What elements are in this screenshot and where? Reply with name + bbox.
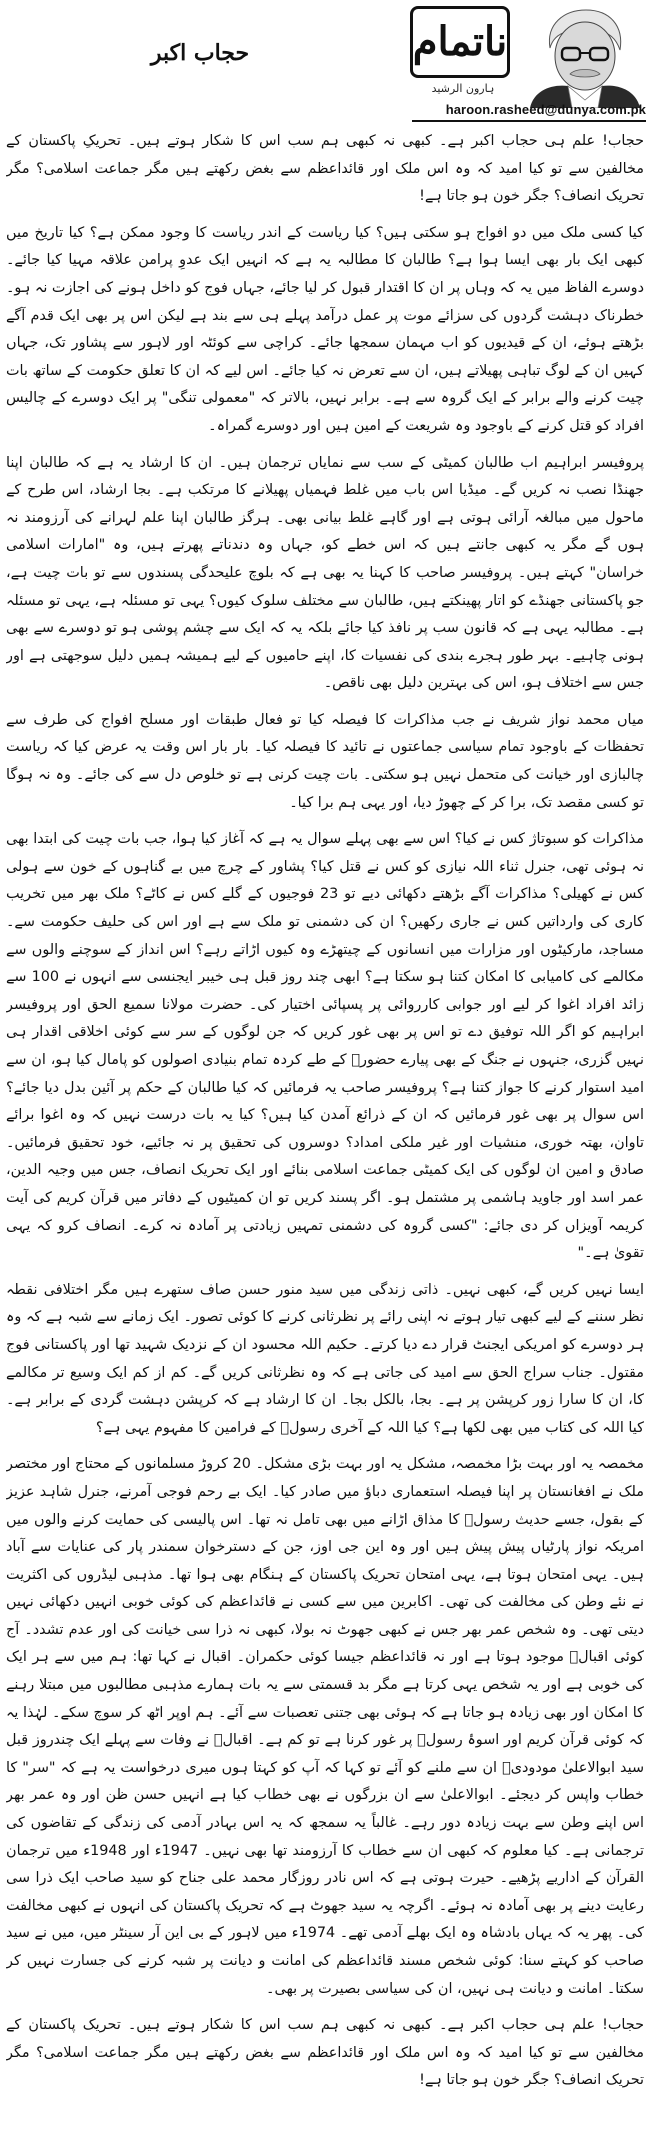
header-divider bbox=[412, 120, 646, 122]
column-headline: حجاب اکبر bbox=[150, 40, 250, 66]
paragraph-8: حجاب! علم ہی حجاب اکبر ہے۔ کبھی نہ کبھی ہم سب اس کا شکار ہوتے ہیں۔ تحریک پاکستان کے مخالفین سے تو کیا امید کہ وہ اس ملک اور قائداعظم سے بغض رکھتے ہیں مگر جماعت اسلامی؟ مگر تحریک انصاف؟ جگر خون ہو جاتا ہے! bbox=[6, 2017, 644, 2089]
column-body bbox=[6, 128, 644, 2140]
paragraph-7: مخمصہ یہ اور بہت بڑا مخمصہ، مشکل یہ اور بہت بڑی مشکل۔ 20 کروڑ مسلمانوں کے محتاج اور مختصر ملک نے افغانستان پر اپنا فیصلہ استعماری دباؤ میں صادر کیا۔ ایک بے رحم فوجی آمرنے، جنرل شاہد عزیز کے بقول، جسے حدیث رسولؐ کا مذاق اڑانے میں بھی تامل نہ تھا۔ اس پالیسی کی حمایت کرنے والوں میں امریکہ نواز پارٹیاں پیش پیش ہیں اور وہ این جی اوز، جن کے دسترخوان سمندر پار کی عنایات سے آباد ہیں۔ یہی امتحان ہوتا ہے، یہی امتحان تحریک پاکستان کے ہنگام بھی ہوا تھا۔ مذہبی لیڈروں کی اکثریت نے نئے وطن کی مخالفت کی تھی۔ اکابرین میں سے کسی نے قائداعظم کی کوئی خوبی انہیں دکھائی نہیں دیتی تھی۔ وہ شخص عمر بھر جس نے کبھی جھوٹ نہ بولا، کبھی نہ ذرا سی خیانت کی اور عدم تشدد۔ آج کوئی اقبالؒ موجود ہوتا ہے اور نہ قائداعظم جیسا کوئی حکمران۔ اقبال نے کہا تھا: ہم میں سے ہر ایک کی خوبی ہے اور یہ شخص یہی کرتا ہے مگر بد قسمتی سے یہ بات ہمارے مذہبی مطالبوں میں مبتلا رہنے کا امکان اور بھی زیادہ ہو جاتا ہے کہ ہوئی بھی جتنی تعصبات سے آئے۔ ہم اوپر اٹھ کر سوچ سکے۔ لہٰذا یہ کہ کوئی قرآن کریم اور اسوۂ رسولؐ پر غور کرنا ہے تو کم ہے۔ اقبالؒ نے وفات سے پہلے ایک چندروز قبل سید ابوالاعلیٰ مودودیؒ ان سے ملنے کو آئے تو کہا کہ آپ کو کہتا ہوں میری درخواست یہ ہے کہ "سر" کا خطاب واپس کر دیجئے۔ ابوالاعلیٰ سے ان بزرگوں نے بھی خطاب کیا ہے انہیں حسن ظن اور وہ عمر بھر اس اپنے وطن سے بہت زیادہ دور رہے۔ غالباً یہ سمجھ کہ یہ اس بہادر آدمی کی زندگی کے تقاضوں کی ترجمانی ہے۔ کیا معلوم کہ کبھی ان سے خطاب کا آرزومند تھا بھی نہیں۔ 1947ء اور 1948ء میں ترجمان القرآن کے اداریے پڑھیے۔ حیرت ہوتی ہے کہ اس نادر روزگار محمد علی جناح کو سید صاحب ایک ذرا سی رعایت دینے پر بھی آمادہ نہ ہوئے۔ اگرچہ یہ سید جھوٹ ہے کہ تحریک پاکستان کی انہوں نے کبھی مخالفت کی۔ پھر یہ کہ یہاں بادشاہ وہ ایک بھلے آدمی تھے۔ 1974ء میں لاہور کے بی این آر سینٹر میں، میں نے سید صاحب کو کہتے سنا: کوئی شخص مسند قائداعظم کی امانت و دیانت پر شبہ کرنے کی جسارت نہیں کر سکتا۔ امانت و دیانت ہی نہیں، ان کی سیاسی بصیرت پر بھی۔ bbox=[6, 1456, 644, 1997]
paragraph-1: حجاب! علم ہی حجاب اکبر ہے۔ کبھی نہ کبھی ہم سب اس کا شکار ہوتے ہیں۔ تحریکِ پاکستان کے مخالفین سے تو کیا امید کہ وہ اس ملک اور قائداعظم سے بغض رکھتے ہیں مگر جماعت اسلامی؟ مگر تحریک انصاف؟ جگر خون ہو جاتا ہے! bbox=[6, 133, 644, 205]
paragraph-5: مذاکرات کو سبوتاژ کس نے کیا؟ اس سے بھی پہلے سوال یہ ہے کہ آغاز کیا ہوا، جب بات چیت کی ابتدا بھی نہ ہوئی تھی، جنرل ثناء اللہ نیازی کو کس نے قتل کیا؟ پشاور کے چرچ میں بے گناہوں کے خون سے ہولی کس نے کھیلی؟ مذاکرات آگے بڑھتے دکھائی دیے تو 23 فوجیوں کے گلے کس نے کاٹے؟ ملک بھر میں تخریب کاری کی وارداتیں کس نے جاری رکھیں؟ ان کی دشمنی تو ملک سے ہے اور اس کی حلیف حکومت سے۔ مساجد، مارکیٹوں اور مزارات میں انسانوں کے چیتھڑے وہ کیوں اڑاتے رہے؟ اس انداز کے سوچنے والوں سے مکالمے کی کامیابی کا امکان کتنا ہو سکتا ہے؟ ابھی چند روز قبل ہی خیبر ایجنسی سے انہوں نے 100 سے زائد افراد اغوا کر لیے اور جوابی کارروائی پر پسپائی اختیار کی۔ حضرت مولانا سمیع الحق اور پروفیسر ابراہیم کو اگر اللہ توفیق دے تو اس پر بھی غور کریں کہ جن لوگوں کے سر سے کوئی اخلاقی اقدار ہی نہیں گزری، جنہوں نے جنگ کے بھی پیارے حضورؐ کے طے کردہ تمام بنیادی اصولوں کو پامال کیا ہو، ان سے امید استوار کرنے کا جواز کتنا ہے؟ پروفیسر صاحب یہ فرمائیں کہ کیا طالبان کے حکم پر آئین بدل دیا جائے؟ اس سوال پر بھی غور فرمائیں کہ ان کے ذرائع آمدن کیا ہیں؟ کیا یہ بات درست نہیں کہ وہ اغوا برائے تاوان، بھتہ خوری، منشیات اور غیر ملکی امداد؟ دوسروں کی تحقیق پر نہ جائیے، خود تحقیق فرمائیں۔ صادق و امین ان لوگوں کی ایک کمیٹی جماعت اسلامی بنائے اور ایک تحریک انصاف، جس میں وجیہ الدین، عمر اسد اور جاوید ہاشمی پر مشتمل ہو۔ اگر پسند کریں تو ان کمیٹیوں کے دفاتر میں قرآن کریم کی آیت کریمہ آویزاں کر دی جائے: "کسی گروہ کی دشمنی تمہیں زیادتی پر آمادہ نہ کرے۔ انصاف کرو کہ یہی تقویٰ ہے۔" bbox=[6, 831, 644, 1262]
column-masthead: ناتمام bbox=[410, 6, 510, 78]
author-name: ہارون الرشید bbox=[431, 82, 495, 95]
paragraph-4: میاں محمد نواز شریف نے جب مذاکرات کا فیصلہ کیا تو فعال طبقات اور مسلح افواج کی طرف سے تحفظات کے باوجود تمام سیاسی جماعتوں نے تائید کا فیصلہ کیا۔ بار بار اس وقت یہ عرض کیا کہ ریاست چالبازی اور خیانت کی متحمل نہیں ہو سکتی۔ بات چیت کرنی ہے تو خلوص دل سے کی جائے۔ وہ نہ ہوگا تو کسی مقصد تک، برا کر کے چھوڑ دیا، اور یہی ہم برا کیا۔ bbox=[6, 711, 644, 811]
paragraph-2: کیا کسی ملک میں دو افواج ہو سکتی ہیں؟ کیا ریاست کے اندر ریاست کا وجود ممکن ہے؟ کیا تاریخ میں کبھی ایک بار بھی ایسا ہوا ہے؟ طالبان کا مطالبہ یہ ہے کہ انہیں ایک عدوِ پرامن علاقہ مہیا کیا جائے۔ دوسرے الفاظ میں یہ کہ وہاں پر ان کا اقتدار قبول کر لیا جائے، جہاں فوج کو داخل ہونے کی اجازت نہ ہو۔ خطرناک دہشت گردوں کی سزائے موت پر عمل درآمد پہلے ہی سے بند ہے لیکن اس پر بھی ایک قدم آگے بڑھتے ہوئے، ان کے قیدیوں کو اب مہمان سمجھا جائے۔ کراچی سے کوئٹہ اور لاہور سے پشاور تک، جہاں کہیں ان کے لوگ تباہی پھیلاتے ہیں، ان سے تعرض نہ کیا جائے۔ اس لیے کہ ان کا تعلق حکومت کے ساتھ بات چیت کرنے والے برابر کے ایک گروہ سے ہے۔ برابر نہیں، بالاتر کہ "معمولی تنگی" پر ایک دوسرے کے چالیس افراد کو قتل کرنے کے باوجود وہ شریعت کے امین ہیں اور دوسرے گمراہ۔ bbox=[6, 224, 644, 434]
columnist-portrait bbox=[512, 4, 644, 108]
column-header bbox=[0, 0, 650, 120]
paragraph-6: ایسا نہیں کریں گے، کبھی نہیں۔ ذاتی زندگی میں سید منور حسن صاف ستھرے ہیں مگر اختلافی نقطہ نظر سننے کے لیے کبھی تیار ہوتے نہ اپنی رائے پر نظرثانی کرنے کا کوئی تصور۔ ایک زمانے سے شبہ ہے کہ وہ ہر دوسرے کو امریکی ایجنٹ قرار دے دیا کرتے۔ حکیم اللہ محسود ان کے نزدیک شہید تھا اور پاکستانی فوج مقتول۔ جناب سراج الحق سے امید کی جاتی ہے کہ وہ نظرثانی کریں گے۔ کم از کم ایک وسیع تر مکالمے کا، ان کا سارا زور کرپشن پر ہے۔ بجا، بالکل بجا۔ ان کا ارشاد ہے کہ کرپشن دہشت گردی کے برابر ہے۔ کیا اللہ کی کتاب میں بھی لکھا ہے؟ کیا اللہ کے آخری رسولؐ کے فرامین کا مفہوم یہی ہے؟ bbox=[6, 1281, 644, 1436]
author-email: haroon.rasheed@dunya.com.pk bbox=[445, 102, 646, 117]
paragraph-3: پروفیسر ابراہیم اب طالبان کمیٹی کے سب سے نمایاں ترجمان ہیں۔ ان کا ارشاد یہ ہے کہ طالبان اپنا جھنڈا نصب نہ کریں گے۔ میڈیا اس باب میں غلط فہمیاں پھیلانے کا مرتکب ہے۔ بجا ارشاد، اس طرح کے ماحول میں مبالغہ آرائی ہوتی ہے اور گاہے غلط بیانی بھی۔ ہرگز طالبان اپنا علم لہرانے کی آرزومند نہ ہوں گے مگر یہ کبھی جانتے ہیں کہ اس خطے کو، جہاں وہ دندناتے پھرتے ہیں، وہ "امارات اسلامی خراسان" کہتے ہیں۔ پروفیسر صاحب کا کہنا یہ بھی ہے کہ بلوچ علیحدگی پسندوں سے تو بات چیت ہے، جو پاکستانی جھنڈے کو اتار پھینکتے ہیں، طالبان سے مختلف سلوک کیوں؟ یہی تو مسئلہ ہے، یہی تو مسئلہ ہے۔ مطالبہ یہی ہے کہ قانون سب پر نافذ کیا جائے بلکہ یہ کہ ایک سے چشم پوشی ہو تو دوسرے سے بھی ہونی چاہیے۔ بہر طور ہجرے بندی کی نفسیات کا، اپنے حامیوں کے لیے ہمیشہ ہمیں دلیل سوجھتی ہے اور جس سے اختلاف ہو، اس کی بہترین دلیل بھی ناقص۔ bbox=[6, 454, 644, 692]
